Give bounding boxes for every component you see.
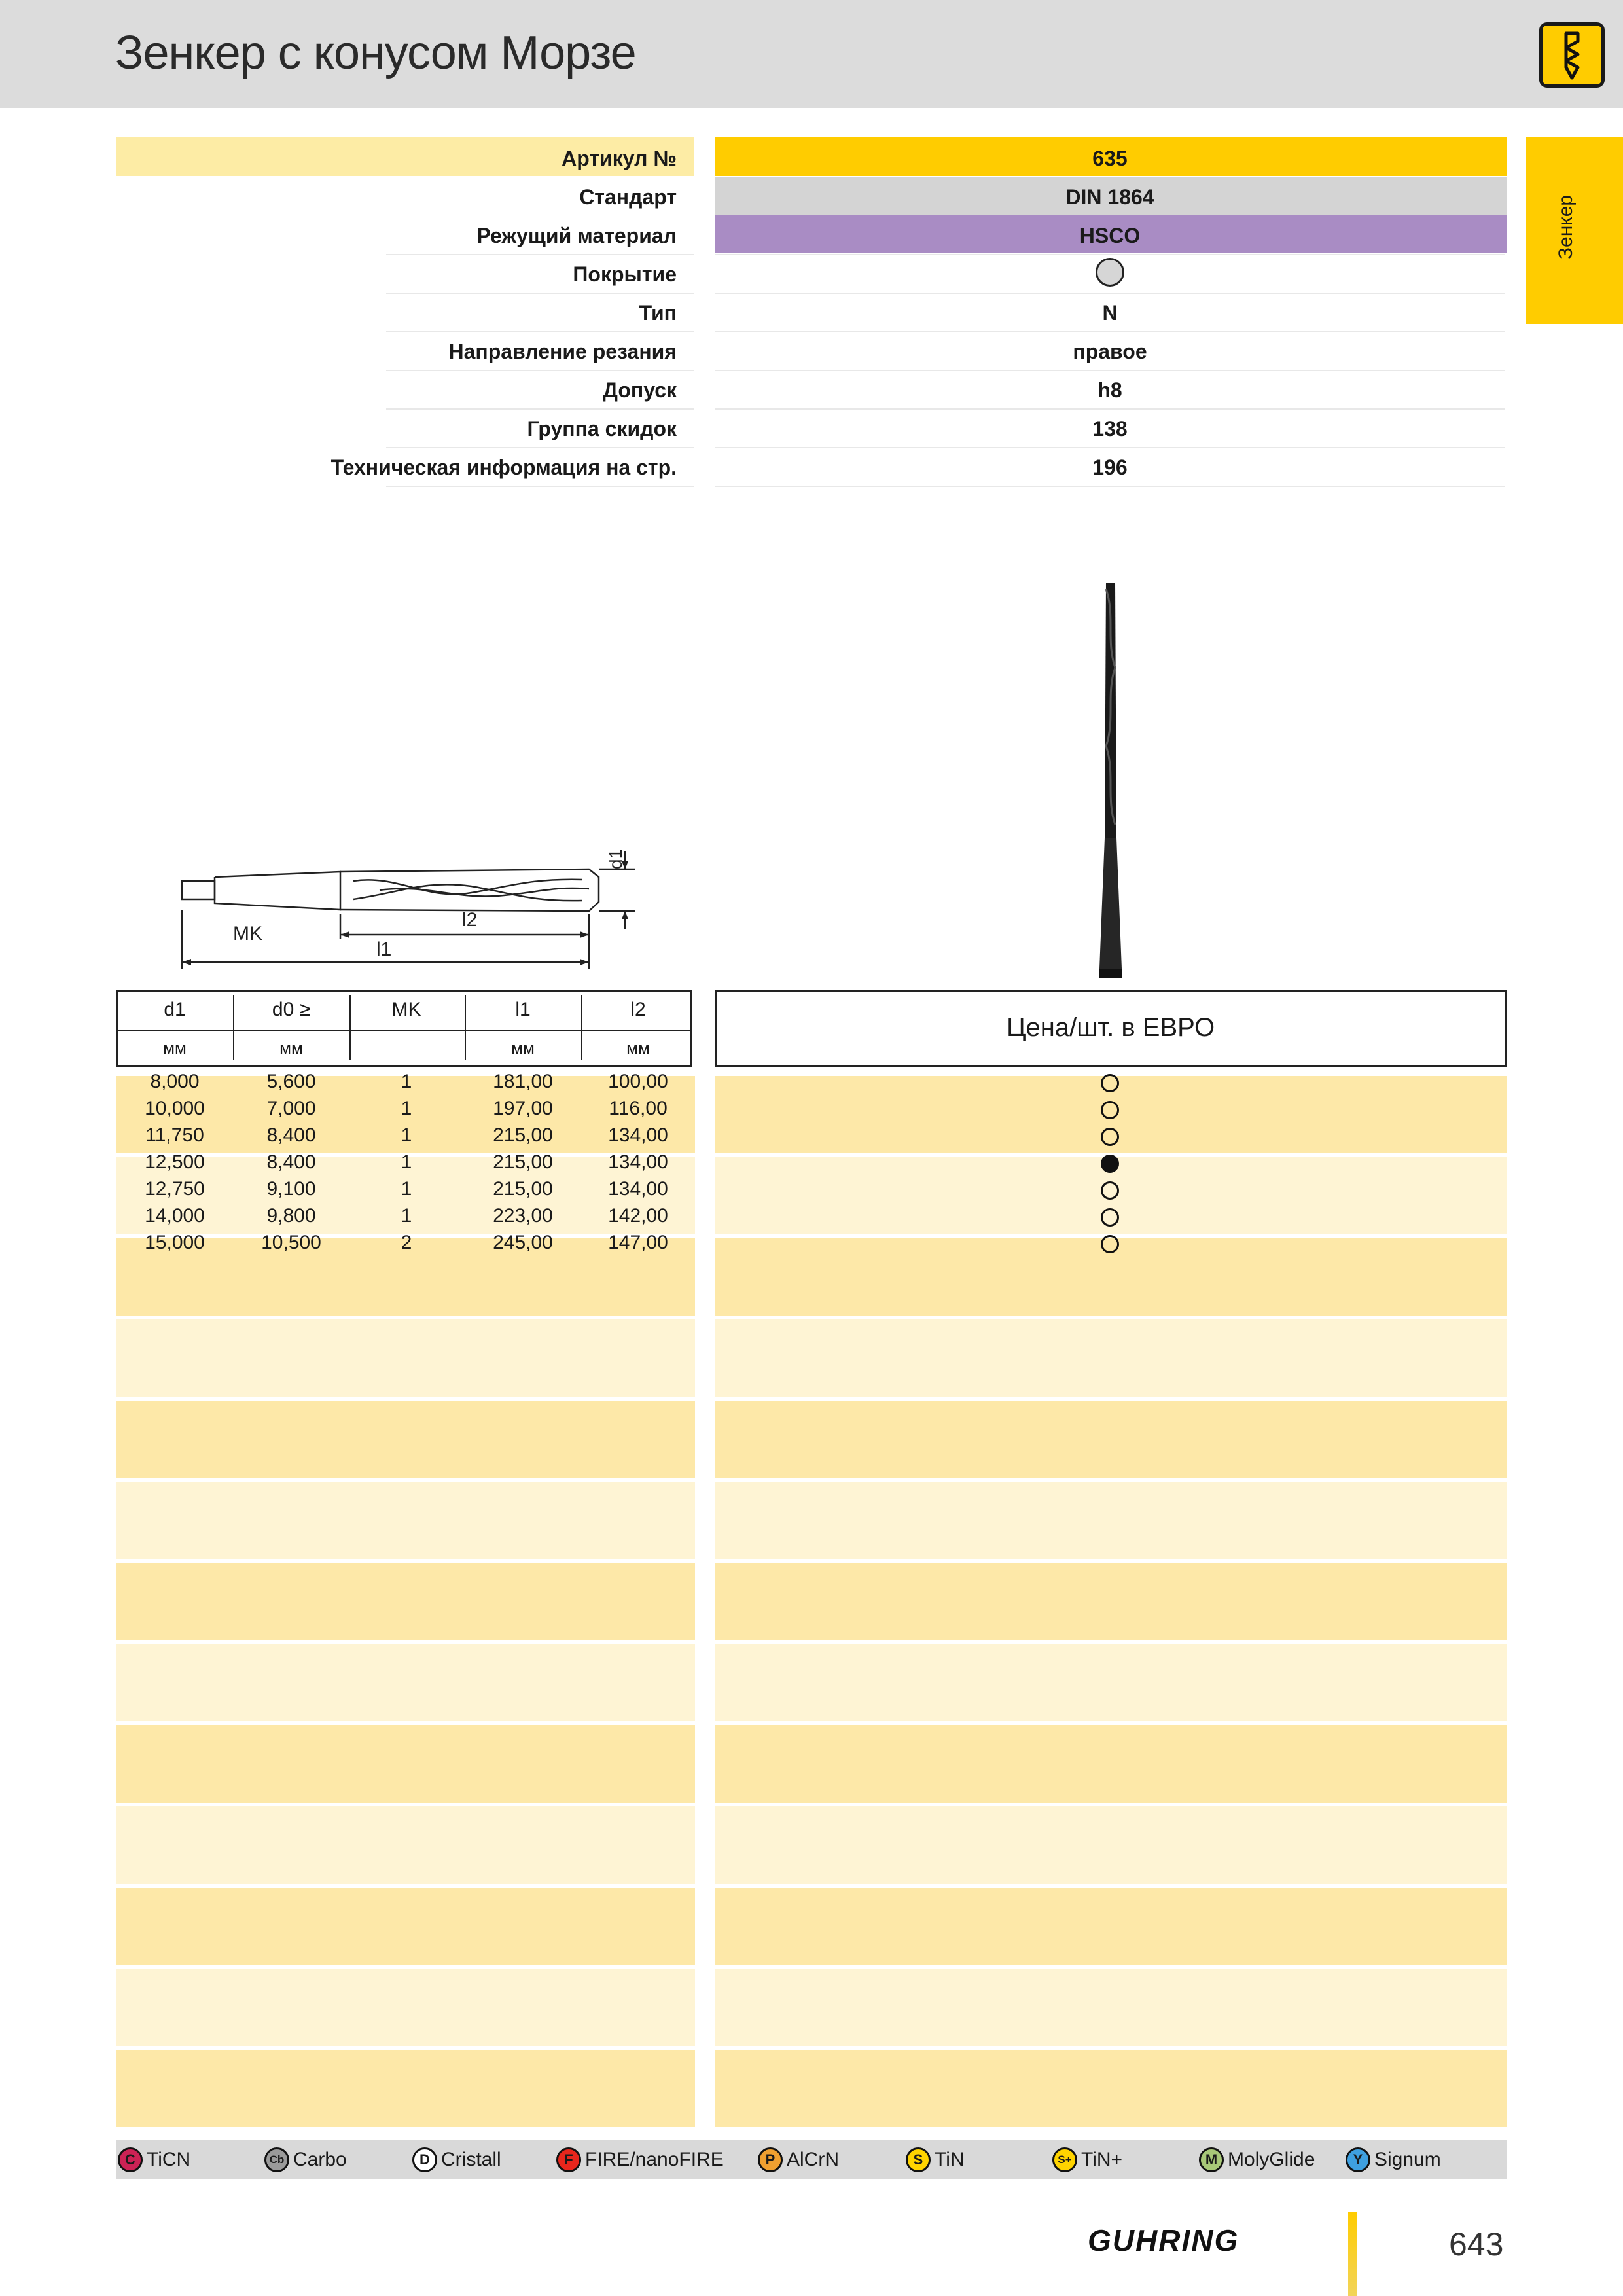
price-header-label: Цена/шт. в ЕВРО [1006,1013,1215,1042]
divider [715,447,1505,448]
divider [465,995,466,1060]
l1-label: l1 [376,939,392,960]
table-band [116,1482,695,1559]
cell-mk: 1 [401,1151,412,1173]
divider [386,331,694,332]
cell-d1: 11,750 [145,1124,204,1146]
stock-open-icon[interactable] [1101,1235,1119,1253]
column-header-l1[interactable]: l1 [515,999,531,1020]
cell-d1: 14,000 [145,1205,205,1227]
price-band [715,2050,1507,2127]
section-tab-label: Зенкер [1555,194,1577,260]
cell-l1: 215,00 [493,1124,553,1146]
price-band [715,1725,1507,1803]
product-image [1086,576,1139,982]
cell-d0: 8,400 [266,1124,316,1146]
spec-label: Направление резания [448,340,677,363]
price-band [715,1401,1507,1478]
coating-badge-icon: C [118,2147,143,2172]
divider [715,293,1505,294]
spec-label: Покрытие [573,262,677,286]
divider [386,254,694,255]
column-unit: мм [163,1038,187,1058]
cell-d1: 10,000 [145,1098,205,1119]
cell-mk: 1 [401,1178,412,1200]
coating-badge-icon: D [412,2147,437,2172]
spec-value: h8 [1097,378,1122,402]
drill-icon [1539,22,1605,88]
coating-badge-icon: S [906,2147,931,2172]
cell-l1: 215,00 [493,1178,553,1200]
legend-item [906,2145,965,2174]
divider [386,370,694,371]
coating-badge-icon: Y [1346,2147,1370,2172]
cell-mk: 1 [401,1098,412,1119]
coating-badge-icon: P [758,2147,783,2172]
cell-d0: 9,100 [266,1178,316,1200]
price-band [715,1319,1507,1397]
cell-mk: 1 [401,1071,412,1092]
legend-item [1199,2145,1315,2174]
cell-l2: 142,00 [608,1205,668,1227]
stock-open-icon[interactable] [1101,1074,1119,1092]
coating-badge-icon: M [1199,2147,1224,2172]
divider [118,1030,691,1031]
legend-item [556,2145,724,2174]
coating-badge-icon: F [556,2147,581,2172]
cell-l2: 147,00 [608,1232,668,1253]
legend-label: TiN [935,2149,965,2170]
spec-label: Стандарт [579,185,677,209]
legend-label: TiN+ [1081,2149,1123,2170]
cell-l1: 245,00 [493,1232,553,1253]
spec-label: Тип [639,301,677,325]
table-band [116,1319,695,1397]
table-band [116,1969,695,2046]
cell-d0: 8,400 [266,1151,316,1173]
price-band [715,1888,1507,1965]
spec-value: правое [1073,340,1147,363]
spec-label: Группа скидок [527,417,677,440]
cell-d0: 5,600 [266,1071,316,1092]
legend-label: TiCN [147,2149,191,2170]
table-band [116,1644,695,1721]
table-band [116,2050,695,2127]
column-unit: мм [279,1038,303,1058]
divider [715,331,1505,332]
legend-label: AlCrN [787,2149,839,2170]
stock-open-icon[interactable] [1101,1101,1119,1119]
table-band [116,1401,695,1478]
divider [715,254,1505,255]
table-band [116,1888,695,1965]
cell-l1: 197,00 [493,1098,553,1119]
price-band [715,1969,1507,2046]
cell-mk: 1 [401,1124,412,1146]
cell-l2: 100,00 [608,1071,668,1092]
legend-item [758,2145,839,2174]
table-band [116,1806,695,1884]
l2-label: l2 [462,909,478,931]
divider [233,995,234,1060]
legend-item [264,2145,347,2174]
cell-d0: 10,500 [261,1232,321,1253]
cell-l1: 181,00 [493,1071,553,1092]
column-header-d1[interactable]: d1 [164,999,186,1020]
column-header-mk[interactable]: MK [391,999,421,1020]
price-band [715,1482,1507,1559]
table-band [116,1563,695,1640]
spec-value: 138 [1092,417,1128,440]
mk-label: MK [233,923,262,944]
column-unit: мм [626,1038,650,1058]
legend-item [118,2145,190,2174]
stock-open-icon[interactable] [1101,1128,1119,1146]
technical-drawing [164,838,661,982]
cell-l1: 223,00 [493,1205,553,1227]
divider [715,408,1505,410]
column-header-l2[interactable]: l2 [630,999,646,1020]
cell-d1: 12,500 [145,1151,205,1173]
divider [386,447,694,448]
stock-open-icon[interactable] [1101,1181,1119,1200]
divider [386,486,694,487]
d1-label: d1 [605,848,626,869]
spec-label: Техническая информация на стр. [330,456,677,479]
cell-l2: 134,00 [608,1178,668,1200]
spec-label: Артикул № [562,147,677,170]
cell-l2: 116,00 [609,1098,668,1119]
cell-d0: 7,000 [266,1098,316,1119]
legend-item [1346,2145,1441,2174]
cell-d1: 12,750 [145,1178,205,1200]
cell-l2: 134,00 [608,1124,668,1146]
page-title: Зенкер с конусом Морзе [115,27,636,79]
legend-item [412,2145,501,2174]
divider [715,486,1505,487]
divider [386,293,694,294]
spec-label: Допуск [603,378,677,402]
legend-item [1052,2145,1122,2174]
brand-logo: GUHRING [1088,2223,1240,2257]
cell-d0: 9,800 [266,1205,316,1227]
divider [386,408,694,410]
coating-uncoated-icon [1096,258,1124,287]
legend-label: Signum [1374,2149,1441,2170]
legend-label: Cristall [441,2149,501,2170]
spec-value: N [1102,301,1118,325]
price-band [715,1563,1507,1640]
table-band [116,1725,695,1803]
coating-badge-icon: S+ [1052,2147,1077,2172]
stock-filled-icon[interactable] [1101,1155,1119,1173]
cell-mk: 2 [401,1232,412,1253]
legend-label: MolyGlide [1228,2149,1315,2170]
cell-d1: 15,000 [145,1232,205,1253]
spec-value: HSCO [1079,224,1141,247]
cell-l2: 134,00 [608,1151,668,1173]
cell-mk: 1 [401,1205,412,1227]
column-unit: мм [511,1038,535,1058]
price-band [715,1806,1507,1884]
footer-accent [1348,2212,1357,2296]
page-number: 643 [1449,2226,1504,2263]
spec-value: DIN 1864 [1065,185,1154,209]
cell-l1: 215,00 [493,1151,553,1173]
price-band [715,1644,1507,1721]
spec-value: 196 [1092,456,1128,479]
cell-d1: 8,000 [150,1071,200,1092]
spec-label: Режущий материал [476,224,677,247]
legend-label: Carbo [293,2149,347,2170]
divider [715,370,1505,371]
column-header-d0[interactable]: d0 ≥ [272,999,311,1020]
legend-label: FIRE/nanoFIRE [585,2149,724,2170]
coating-badge-icon: Cb [264,2147,289,2172]
stock-open-icon[interactable] [1101,1208,1119,1227]
spec-value: 635 [1092,147,1128,170]
